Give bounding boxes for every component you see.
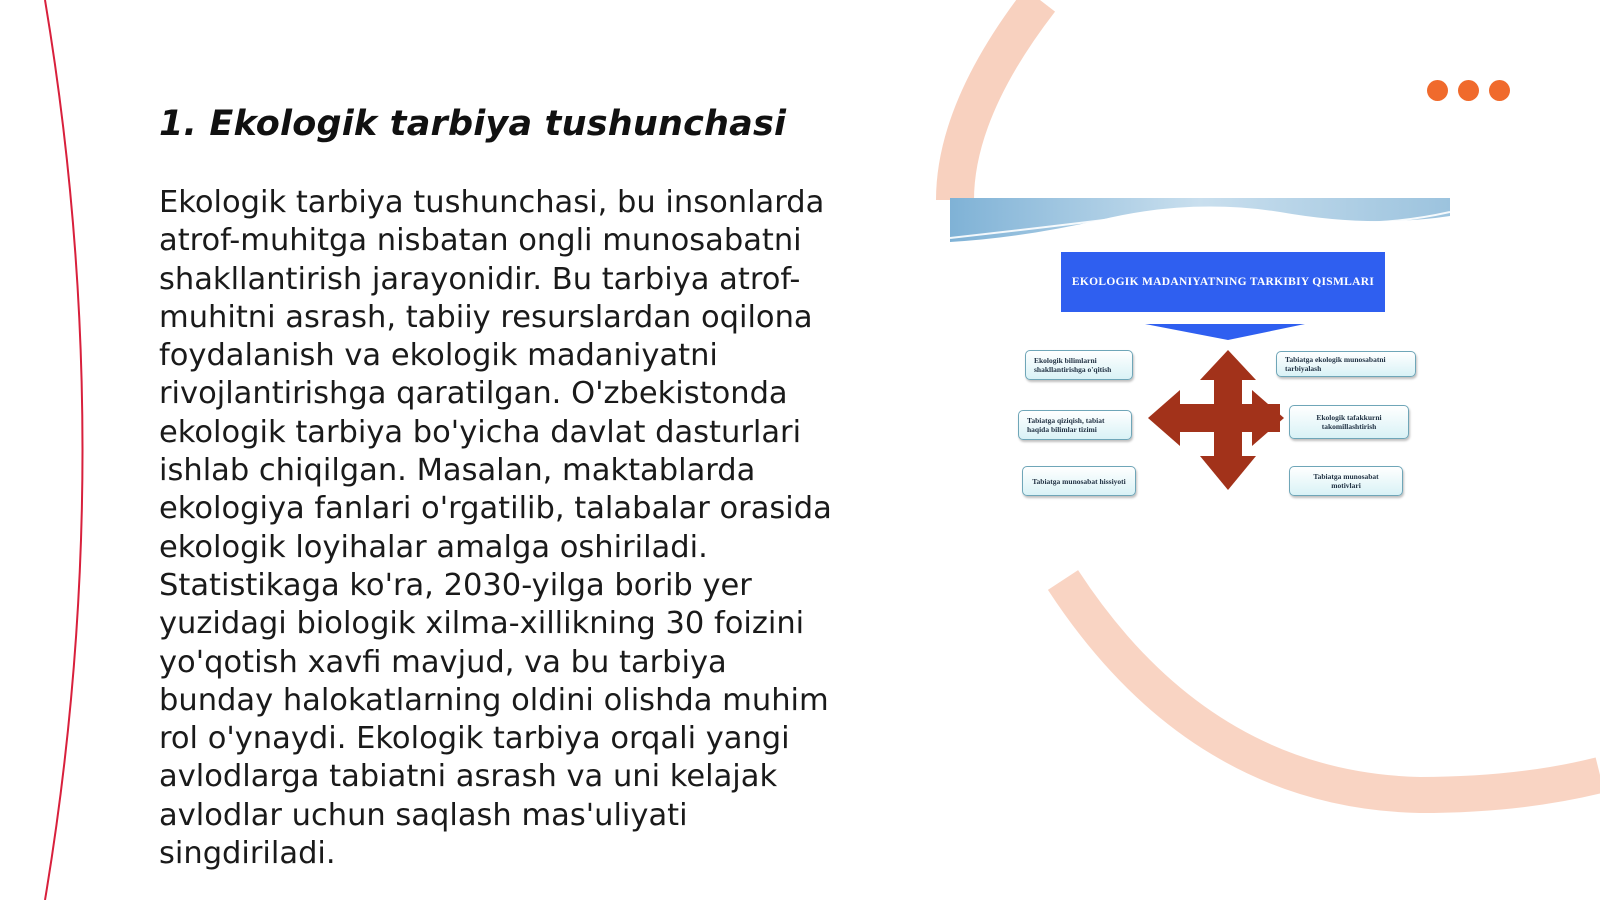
diagram-node-right-3: Tabiatga munosabat motivlari xyxy=(1289,466,1403,496)
diagram-banner: EKOLOGIK MADANIYATNING TARKIBIY QISMLARI xyxy=(1061,252,1385,312)
diagram-node-right-1: Tabiatga ekologik munosabatni tarbiyalash xyxy=(1276,351,1416,377)
slide-title: 1. Ekologik tarbiya tushunchasi xyxy=(159,104,787,144)
diagram-node-left-1: Ekologik bilimlarni shakllantirishga o'qitish xyxy=(1025,350,1133,380)
ecology-culture-diagram xyxy=(950,198,1450,520)
diagram-wave-header xyxy=(950,198,1450,242)
diagram-node-right-2: Ekologik tafakkurni takomillashtirish xyxy=(1289,405,1409,439)
down-arrow-icon xyxy=(1145,324,1305,340)
diagram-node-left-3: Tabiatga munosabat hissiyoti xyxy=(1022,466,1136,496)
diagram-node-left-2: Tabiatga qiziqish, tabiat haqida bilimlar tizimi xyxy=(1018,410,1132,440)
accent-dot xyxy=(1427,80,1448,101)
slide-body-text: Ekologik tarbiya tushunchasi, bu insonlarda atrof-muhitga nisbatan ongli munosabatni shakllantirish jarayonidir. Bu tarbiya atrof-muhitni asrash, tabiiy resurslardan oqilona foydalanish va ekologik madaniyatni rivojlantirishga qaratilgan. O'zbekistonda ekologik tarbiya bo'yicha davlat dasturlari ishlab chiqilgan. Masalan, maktablarda ekologiya fanlari o'rgatilib, talabalar orasida ekologik loyihalar amalga oshiriladi. Statistikaga ko'ra, 2030-yilga borib yer yuzidagi biologik xilma-xillikning 30 foizini yo'qotish xavfi mavjud, va bu tarbiya bunday halokatlarning oldini olishda muhim rol o'ynaydi. Ekologik tarbiya orqali yangi avlodlarga tabiatni asrash va uni kelajak avlodlar uchun saqlash mas'uliyati singdiriladi. xyxy=(159,185,832,872)
left-curve-line xyxy=(45,0,83,900)
four-way-arrow-icon xyxy=(1148,350,1284,490)
accent-dot xyxy=(1458,80,1479,101)
more-horizontal-dots-icon xyxy=(1427,80,1510,101)
peach-arc-top xyxy=(955,0,1040,200)
accent-dot xyxy=(1489,80,1510,101)
peach-arc-bottom xyxy=(1063,580,1600,795)
